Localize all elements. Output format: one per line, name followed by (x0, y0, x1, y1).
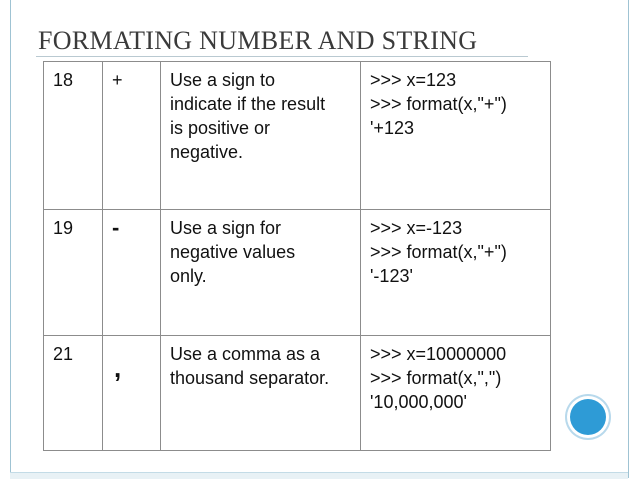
symbol-cell (103, 336, 161, 451)
example-line: >>> x=123 (370, 70, 457, 90)
slide-frame-right (628, 0, 629, 478)
symbol-cell (103, 62, 161, 210)
format-symbol: - (112, 215, 120, 240)
example-line: >>> format(x,"+") (370, 94, 507, 114)
example-line: >>> x=-123 (370, 218, 463, 238)
description-line: Use a sign for (170, 218, 282, 238)
row-number: 18 (53, 70, 74, 90)
description-cell (161, 336, 361, 451)
description-line: indicate if the result (170, 94, 326, 114)
example-line: >>> format(x,",") (370, 368, 502, 388)
example-cell (361, 336, 551, 451)
description-line: negative. (170, 142, 244, 162)
slide-frame-left (10, 0, 11, 478)
example-line: '-123' (370, 266, 413, 286)
row-number-cell (44, 62, 103, 210)
example-cell (361, 62, 551, 210)
format-symbol: , (114, 353, 122, 383)
row-number-cell (44, 210, 103, 336)
slide-title: FORMATING NUMBER AND STRING (38, 26, 478, 55)
example-line: '10,000,000' (370, 392, 467, 412)
row-number-cell (44, 336, 103, 451)
table-row (44, 62, 551, 210)
description-line: Use a comma as a (170, 344, 321, 364)
symbol-cell (103, 210, 161, 336)
format-spec-table (43, 61, 551, 451)
description-cell (161, 210, 361, 336)
table-row (44, 336, 551, 451)
decorative-circle-icon (570, 399, 606, 435)
description-line: is positive or (170, 118, 271, 138)
description-line: negative values (170, 242, 296, 262)
description-cell (161, 62, 361, 210)
table-row (44, 210, 551, 336)
description-line: only. (170, 266, 207, 286)
title-underline (36, 56, 528, 57)
description-line: Use a sign to (170, 70, 276, 90)
format-symbol: + (112, 70, 123, 90)
row-number: 19 (53, 218, 74, 238)
example-line: >>> x=10000000 (370, 344, 507, 364)
example-cell (361, 210, 551, 336)
example-line: '+123 (370, 118, 414, 138)
example-line: >>> format(x,"+") (370, 242, 507, 262)
row-number: 21 (53, 344, 74, 364)
description-line: thousand separator. (170, 368, 330, 388)
